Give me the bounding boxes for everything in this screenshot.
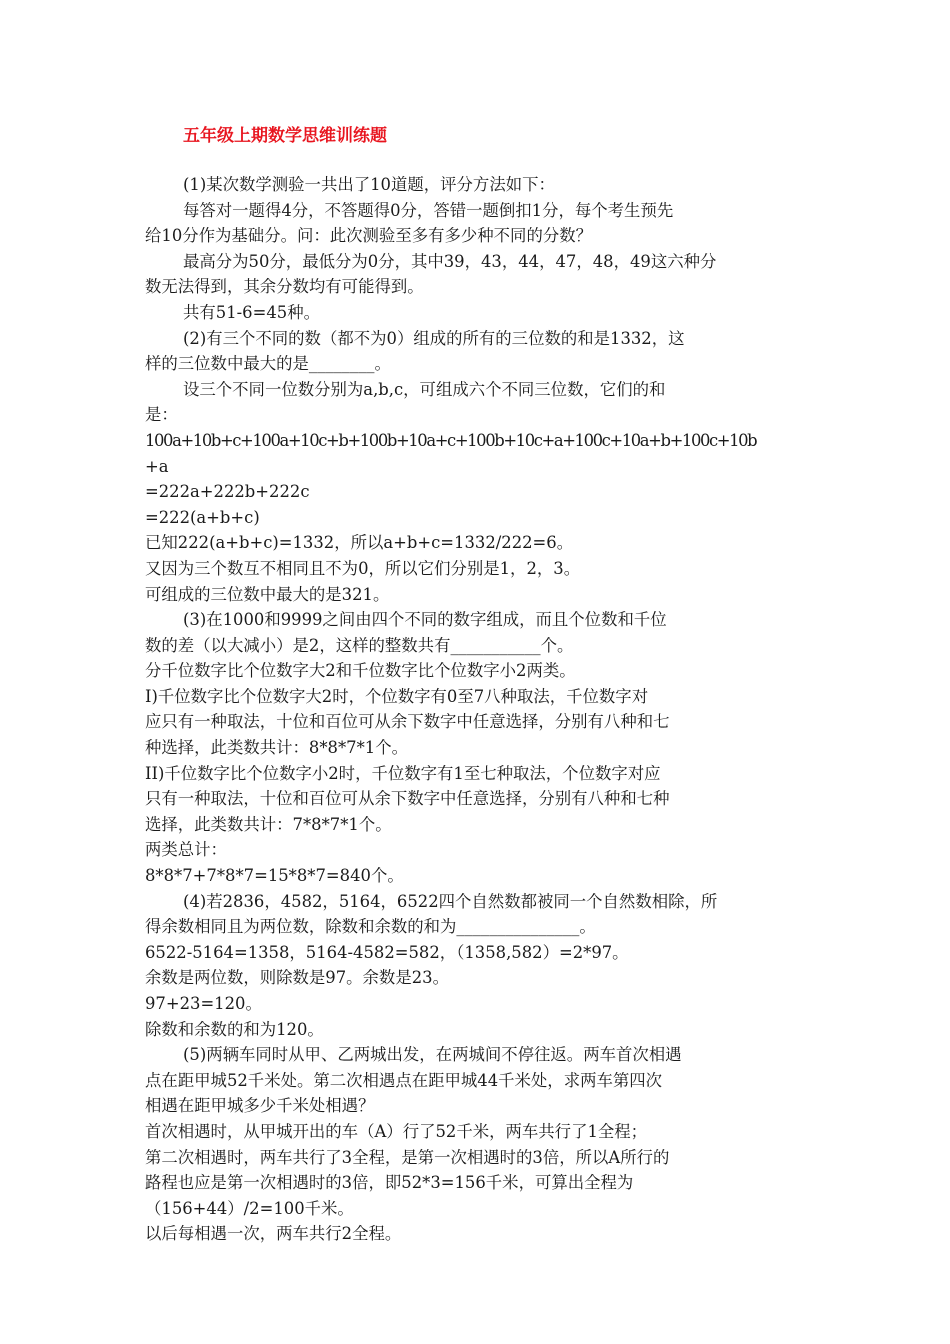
- text-line: 最高分为50分，最低分为0分，其中39，43，44，47，48，49这六种分: [183, 251, 717, 271]
- text-line: 只有一种取法，十位和百位可从余下数字中任意选择，分别有八种和七种: [145, 789, 670, 809]
- text-line: (3)在1000和9999之间由四个不同的数字组成，而且个位数和千位: [183, 610, 667, 630]
- text-line: 共有51-6=45种。: [183, 302, 320, 322]
- text-line: (5)两辆车同时从甲、乙两城出发，在两城间不停往返。两车首次相遇: [183, 1045, 682, 1065]
- text-line: 分千位数字比个位数字大2和千位数字比个位数字小2两类。: [145, 661, 576, 681]
- text-line: 样的三位数中最大的是________。: [145, 354, 391, 374]
- text-line: 数无法得到，其余分数均有可能得到。: [145, 277, 424, 297]
- text-line: 已知222(a+b+c)=1332，所以a+b+c=1332/222=6。: [145, 533, 574, 553]
- text-line: II)千位数字比个位数字小2时，千位数字有1至七种取法，个位数字对应: [145, 763, 661, 783]
- text-line: 8*8*7+7*8*7=15*8*7=840个。: [145, 866, 404, 886]
- text-line: =222a+222b+222c: [145, 482, 310, 502]
- text-line: 两类总计：: [145, 840, 227, 860]
- text-line: 应只有一种取法，十位和百位可从余下数字中任意选择，分别有八种和七: [145, 712, 670, 732]
- text-line: （156+44）/2=100千米。: [145, 1198, 354, 1218]
- text-line: 数的差（以大减小）是2，这样的整数共有___________个。: [145, 635, 574, 655]
- text-line: 100a+10b+c+100a+10c+b+100b+10a+c+100b+10c+a+100c+10a+b+100c+10b: [145, 430, 757, 450]
- text-line: (1)某次数学测验一共出了10道题，评分方法如下：: [183, 175, 555, 194]
- text-line: 得余数相同且为两位数，除数和余数的和为_______________。: [145, 917, 596, 937]
- text-line: 种选择，此类数共计：8*8*7*1个。: [145, 738, 408, 758]
- text-line: 第二次相遇时，两车共行了3全程，是第一次相遇时的3倍，所以A所行的: [145, 1147, 670, 1167]
- text-line: =222(a+b+c): [145, 507, 260, 527]
- document-body: [145, 172, 757, 1247]
- text-line: 6522-5164=1358，5164-4582=582，（1358,582）=2*97。: [145, 942, 629, 962]
- text-line: (2)有三个不同的数（都不为0）组成的所有的三位数的和是1332，这: [183, 328, 685, 348]
- text-line: (4)若2836，4582，5164，6522四个自然数都被同一个自然数相除，所: [183, 891, 718, 911]
- text-line: 路程也应是第一次相遇时的3倍，即52*3=156千米，可算出全程为: [145, 1173, 634, 1193]
- text-line: +a: [145, 456, 169, 476]
- text-line: 可组成的三位数中最大的是321。: [145, 584, 390, 604]
- text-line: 97+23=120。: [145, 994, 262, 1013]
- text-line: 首次相遇时，从甲城开出的车（A）行了52千米，两车共行了1全程；: [145, 1121, 648, 1141]
- text-line: I)千位数字比个位数字大2时，个位数字有0至7八种取法，千位数字对: [145, 686, 649, 706]
- text-line: 给10分作为基础分。问：此次测验至多有多少种不同的分数？: [145, 226, 593, 246]
- text-line: 除数和余数的和为120。: [145, 1019, 324, 1039]
- text-line: 又因为三个数互不相同且不为0，所以它们分别是1，2，3。: [145, 558, 581, 578]
- text-line: 是：: [145, 405, 178, 425]
- text-line: 余数是两位数，则除数是97。余数是23。: [145, 968, 449, 988]
- text-line: 设三个不同一位数分别为a,b,c，可组成六个不同三位数，它们的和: [183, 379, 666, 399]
- text-line: 点在距甲城52千米处。第二次相遇点在距甲城44千米处，求两车第四次: [145, 1070, 663, 1090]
- text-line: 每答对一题得4分，不答题得0分，答错一题倒扣1分，每个考生预先: [183, 200, 674, 220]
- document-title: 五年级上期数学思维训练题: [183, 126, 387, 146]
- text-line: 相遇在距甲城多少千米处相遇？: [145, 1096, 375, 1116]
- text-line: 选择，此类数共计：7*8*7*1个。: [145, 814, 392, 834]
- text-line: 以后每相遇一次，两车共行2全程。: [145, 1224, 402, 1244]
